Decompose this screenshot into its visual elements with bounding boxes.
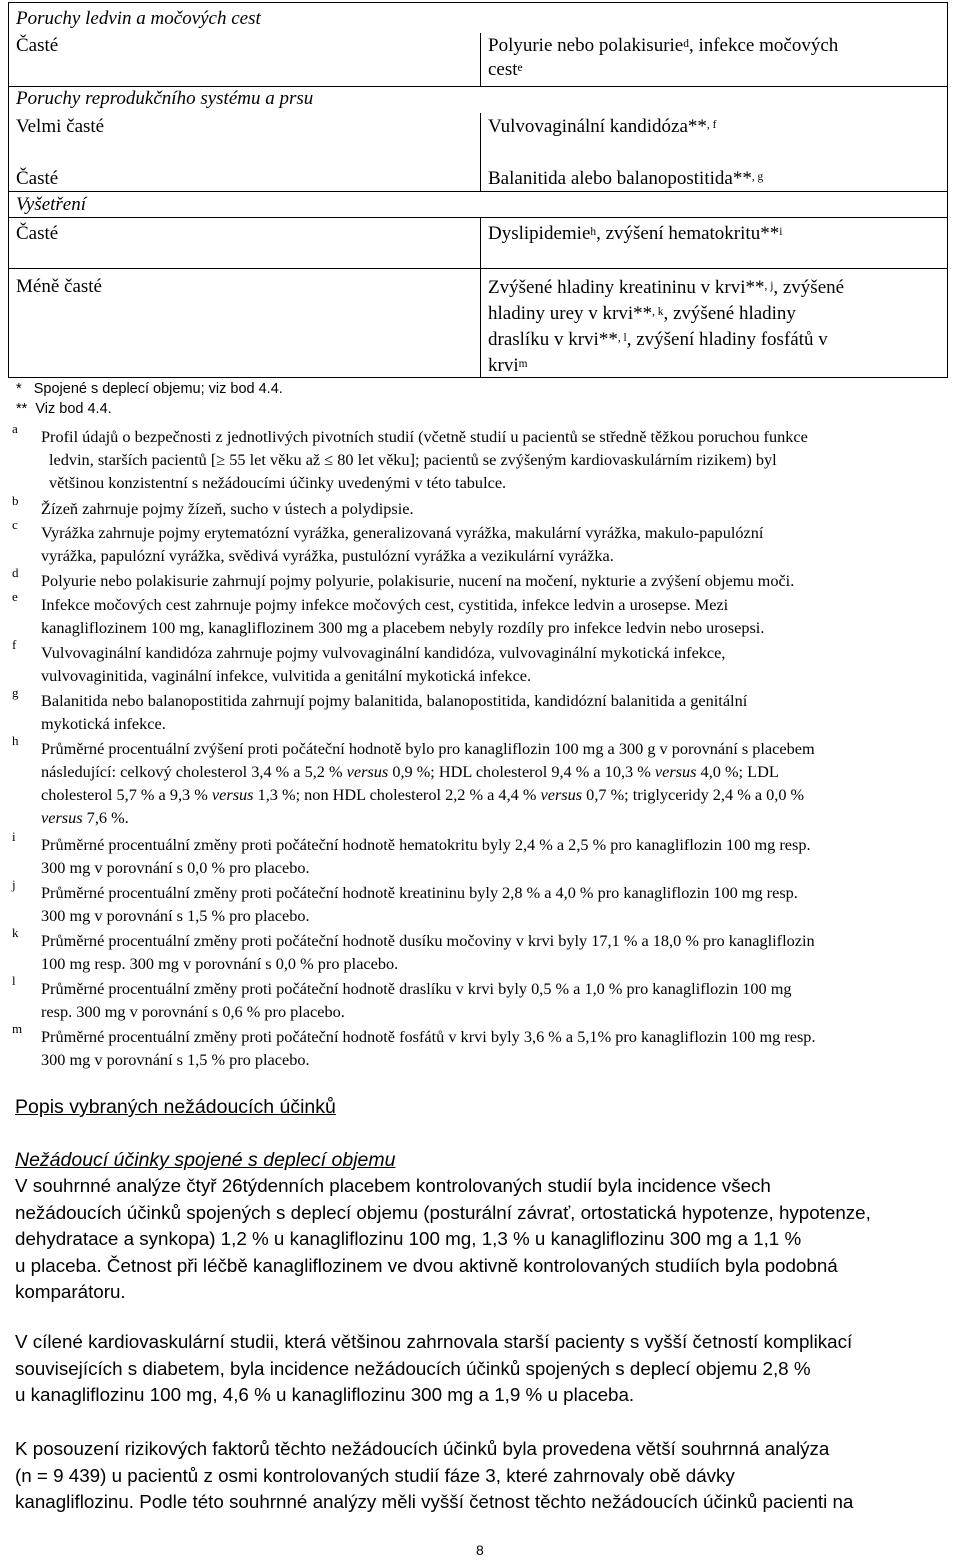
footnote-mark: g [12,685,19,700]
reaction-text: Zvýšené hladiny kreatininu v krvi**$^{, j}$, zvýšené hladiny urey v krvi**$^{, k}$, zvýšené hladiny draslíku v krvi**$^{, l}$, zvýšení hladiny fosfátů v krvi$^m$ [488,277,845,376]
paragraph-3: K posouzení rizikových faktorů těchto nežádoucích účinků byla provedena větší souhrnná analýza (n = 9 439) u pacientů z osmi kontrolovaných studií fáze 3, které zahrnovaly obě dávky kanagliflozinu. Podle této souhrnné analýzy měli vyšší četnost těchto nežádoucích účinků pacienti na [15,1438,854,1512]
footnote-text: Vulvovaginální kandidóza zahrnuje pojmy vulvovaginální kandidóza, vulvovaginální mykotická infekce, vulvovaginitida, vaginální infekce, vulvitida a genitální mykotická infekce. [41,643,726,685]
table-section-kidney: Poruchy ledvin a močových cest [16,8,261,29]
reaction-text: Dyslipidemie$^h$, zvýšení hematokritu**$^i$ [488,223,783,244]
reaction-text: Balanitida alebo balanopostitida**$^{, g}$ [488,168,764,189]
frequency-label: Časté [16,223,59,244]
footnote-text: Balanitida nebo balanopostitida zahrnují pojmy balanitida, balanopostitida, kandidózní balanitida a genitální mykotická infekce. [41,691,748,733]
frequency-label: Méně časté [16,276,102,297]
paragraph-1: V souhrnné analýze čtyř 26týdenních placebem kontrolovaných studií byla incidence všech nežádoucích účinků spojených s deplecí objemu (posturální závrať, ortostatická hypotenze, hypotenze, dehydratace a synkopa) 1,2 % u kanagliflozinu 100 mg, 1,3 % u kanagliflozinu 300 mg a 1,1 % u placeba. Četnost při léčbě kanagliflozinem ve dvou aktivně kontrolovaných studiích byla podobná komparátoru. [15,1175,871,1302]
footnote-text: Infekce močových cest zahrnuje pojmy infekce močových cest, cystitida, infekce ledvin a urosepse. Mezi kanagliflozinem 100 mg, kanagliflozinem 300 mg a placebem nebyly rozdíly pro infekce ledvin nebo urosepsi. [41,595,765,637]
footnote-mark: a [12,421,18,436]
section-heading: Popis vybraných nežádoucích účinků [15,1096,336,1118]
footnote-mark: b [12,493,19,508]
footnote-text: Polyurie nebo polakisurie zahrnují pojmy polyurie, polakisurie, nucení na močení, nykturie a zvýšení objemu moči. [41,571,795,590]
frequency-label: Časté [16,35,59,56]
footnote-text: Průměrné procentuální změny proti počáteční hodnotě dusíku močoviny v krvi byly 17,1 % a 18,0 % pro kanagliflozin 100 mg resp. 300 mg v porovnání s 0,0 % pro placebo. [41,931,815,973]
footnote-mark: d [12,565,19,580]
table-section-reproductive: Poruchy reprodukčního systému a prsu [16,88,314,109]
page-number: 8 [476,1542,484,1558]
reaction-text: Vulvovaginální kandidóza**$^{, f}$ [488,116,717,137]
footnote-text: Průměrné procentuální zvýšení proti počáteční hodnotě bylo pro kanagliflozin 100 mg a 300 g v porovnání s placebem následující: celkový cholesterol 3,4 % a 5,2 % versus 0,9 %; HDL cholesterol 9,4 % a 10,3 % versus 4,0 %; LDL cholesterol 5,7 % a 9,3 % versus 1,3 %; non HDL cholesterol 2,2 % a 4,4 % versus 0,7 %; triglyceridy 2,4 % a 0,0 % versus 7,6 %. [41,739,815,827]
footnote-mark: l [12,973,16,988]
footnote-mark: f [12,637,17,652]
adverse-reactions-table [8,2,948,378]
footnote-mark: m [12,1021,23,1036]
footnote-mark: h [12,733,19,748]
reaction-text: Polyurie nebo polakisurie$^d$, infekce močových cest$^e$ [488,35,839,80]
footnote-mark: i [12,829,16,844]
footnote-mark: e [12,589,18,604]
footnote-text: Žízeň zahrnuje pojmy žízeň, sucho v ústech a polydipsie. [41,499,414,518]
footnote-text: Vyrážka zahrnuje pojmy erytematózní vyrážka, generalizovaná vyrážka, makulární vyrážka, makulo-papulózní vyrážka, papulózní vyrážka, svědivá vyrážka, pustulózní vyrážka a vezikulární vyrážka. [41,523,764,565]
paragraph-2: V cílené kardiovaskulární studii, která většinou zahrnovala starší pacienty s vyšší četností komplikací souvisejících s diabetem, byla incidence nežádoucích účinků spojených s deplecí objemu 2,8 % u kanagliflozinu 100 mg, 4,6 % u kanagliflozinu 300 mg a 1,9 % u placeba. [15,1331,853,1405]
footnote-mark: j [12,877,16,892]
footnote-text: Profil údajů o bezpečnosti z jednotlivých pivotních studií (včetně studií u pacientů se středně těžkou poruchou funkce ledvin, starších pacientů [≥ 55 let věku až ≤ 80 let věku]; pacientů se zvýšeným kardiovaskulárním rizikem) byl většinou konzistentní s nežádoucími účinky uvedenými v této tabulce. [41,427,808,492]
footnote-text: Průměrné procentuální změny proti počáteční hodnotě kreatininu byly 2,8 % a 4,0 % pro kanagliflozin 100 mg resp. 300 mg v porovnání s 1,5 % pro placebo. [41,883,798,925]
table-section-investigations: Vyšetření [16,194,87,215]
footnote-text: Průměrné procentuální změny proti počáteční hodnotě fosfátů v krvi byly 3,6 % a 5,1% pro kanagliflozin 100 mg resp. 300 mg v porovnání s 1,5 % pro placebo. [41,1027,816,1069]
footnote-star-2: ** Viz bod 4.4. [16,401,112,417]
footnote-mark: c [12,517,18,532]
frequency-label: Časté [16,168,59,189]
footnote-text: Průměrné procentuální změny proti počáteční hodnotě draslíku v krvi byly 0,5 % a 1,0 % pro kanagliflozin 100 mg resp. 300 mg v porovnání s 0,6 % pro placebo. [41,979,792,1021]
footnote-star-1: * Spojené s deplecí objemu; viz bod 4.4. [16,381,283,397]
subsection-heading: Nežádoucí účinky spojené s deplecí objemu [15,1149,396,1171]
footnote-text: Průměrné procentuální změny proti počáteční hodnotě hematokritu byly 2,4 % a 2,5 % pro kanagliflozin 100 mg resp. 300 mg v porovnání s 0,0 % pro placebo. [41,835,811,877]
frequency-label: Velmi časté [16,116,105,137]
footnote-mark: k [12,925,19,940]
